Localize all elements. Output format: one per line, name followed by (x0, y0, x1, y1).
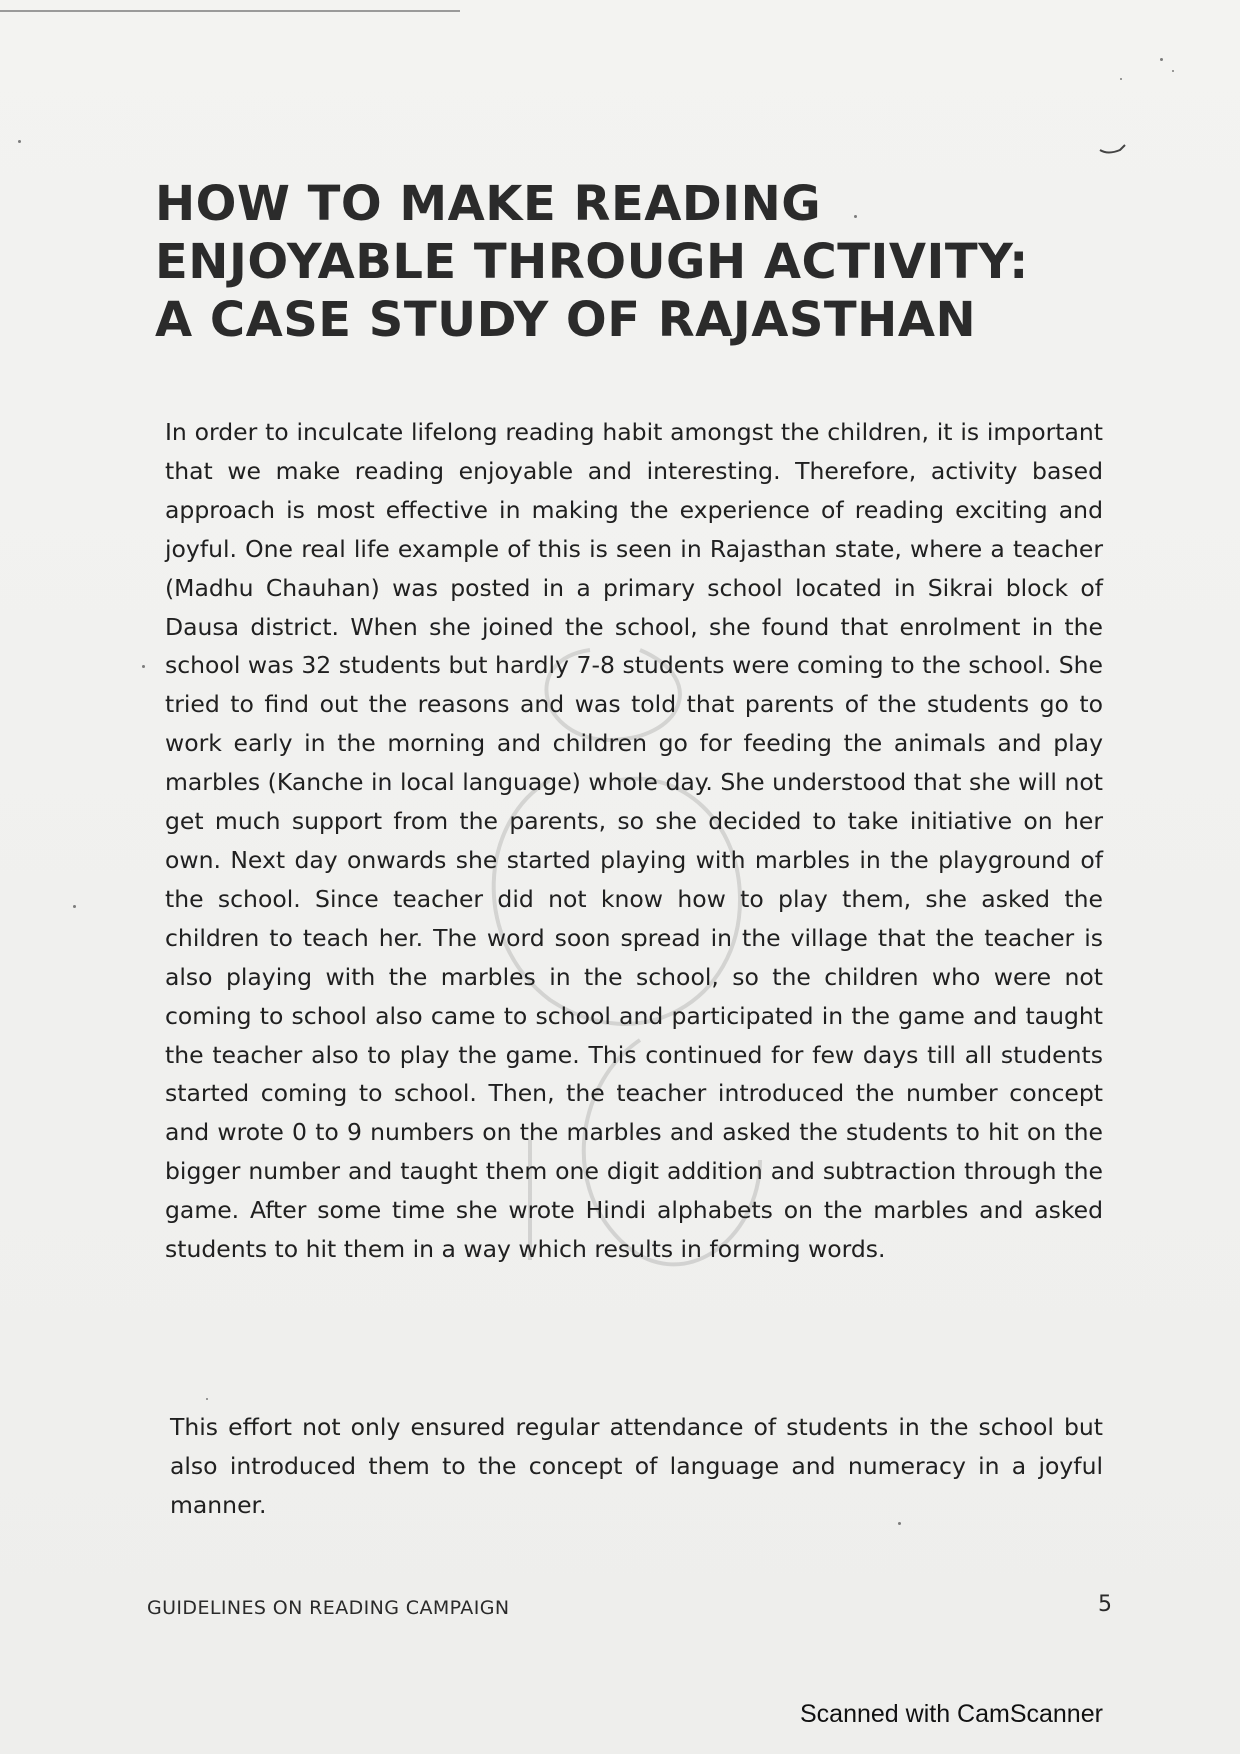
scan-speck (206, 1398, 208, 1400)
top-rule (0, 10, 460, 12)
scan-mark (1098, 138, 1128, 158)
title-line: A CASE STUDY OF RAJASTHAN (155, 292, 977, 348)
body-paragraph: This effort not only ensured regular attendance of students in the school but also introduced them to the concept of language and numeracy in a joyful manner. (170, 1413, 1103, 1519)
body-paragraph: In order to inculcate lifelong reading habit amongst the children, it is important that we make reading enjoyable and interesting. Therefore, activity based approach is most effective in making the experience of reading exciting and joyful. One real life example of this is seen in Rajasthan state, where a teacher (Madhu Chauhan) was posted in a primary school located in Sikrai block of Dausa district. When she joined the school, she found that enrolment in the school was 32 students but hardly 7-8 students were coming to the school. She tried to find out the reasons and was told that parents of the students go to work early in the morning and children go for feeding the animals and play marbles (Kanche in local language) whole day. She understood that she will not get much support from the parents, so she decided to take initiative on her own. Next day onwards she started playing with marbles in the playground of the school. Since teacher did not know how to play them, she asked the children to teach her. The word soon spread in the village that the teacher is also playing with the marbles in the school, so the children who were not coming to school also came to school and participated in the game and taught the teacher also to play the game. This continued for few days till all students started coming to school. Then, the teacher introduced the number concept and wrote 0 to 9 numbers on the marbles and asked the students to hit on the bigger number and taught them one digit addition and subtraction through the game. After some time she wrote Hindi alphabets on the marbles and asked students to hit them in a way which results in forming words. (165, 418, 1103, 1264)
scan-speck (1120, 78, 1122, 80)
title-line: ENJOYABLE THROUGH ACTIVITY: (155, 234, 1029, 290)
footer-running-title: GUIDELINES ON READING CAMPAIGN (147, 1597, 510, 1619)
title-line: HOW TO MAKE READING (155, 176, 822, 232)
scan-speck (1160, 58, 1163, 61)
scan-speck (73, 905, 76, 908)
scan-speck (18, 140, 21, 143)
page-number: 5 (1098, 1592, 1112, 1617)
scanner-watermark: Scanned with CamScanner (800, 1700, 1103, 1728)
page-title (155, 175, 1055, 349)
scan-speck (1172, 70, 1174, 72)
scan-speck (142, 665, 145, 668)
